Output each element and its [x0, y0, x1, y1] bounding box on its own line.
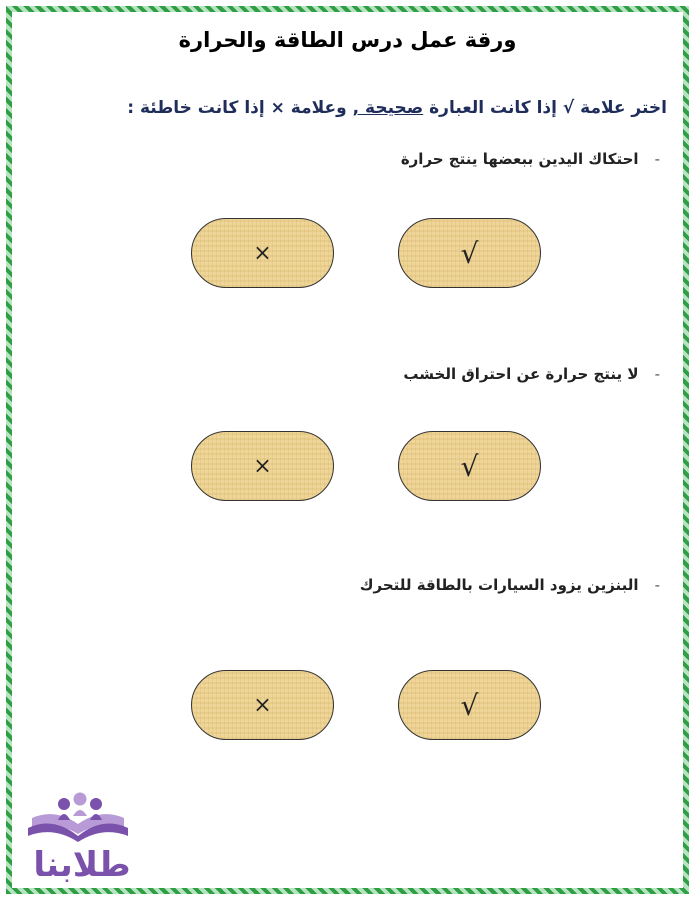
question-dash: - — [654, 365, 660, 383]
question-2 — [403, 365, 660, 383]
true-button-3[interactable]: √ — [398, 670, 541, 740]
instruction-part2: وعلامة × إذا كانت خاطئة : — [127, 98, 353, 118]
true-button-2[interactable]: √ — [398, 431, 541, 501]
false-button-3[interactable]: × — [191, 670, 334, 740]
instruction-text — [27, 98, 667, 118]
page-border — [6, 6, 689, 894]
false-button-2[interactable]: × — [191, 431, 334, 501]
question-text: البنزين يزود السيارات بالطاقة للتحرك — [359, 576, 639, 594]
instruction-part1: اختر علامة √ إذا كانت العبارة — [423, 98, 667, 118]
true-button-1[interactable]: √ — [398, 218, 541, 288]
question-dash: - — [654, 576, 660, 594]
question-dash: - — [654, 150, 660, 168]
false-button-1[interactable]: × — [191, 218, 334, 288]
instruction-underlined: صحيحة , — [352, 98, 424, 118]
svg-text:طلابنا: طلابنا — [33, 845, 131, 885]
question-text: احتكاك اليدين ببعضها ينتج حرارة — [400, 150, 639, 168]
question-1 — [401, 150, 660, 168]
question-text: لا ينتج حرارة عن احتراق الخشب — [403, 365, 639, 383]
talabna-logo-icon — [20, 790, 150, 885]
worksheet-title: ورقة عمل درس الطاقة والحرارة — [178, 28, 517, 52]
question-3 — [360, 576, 660, 594]
